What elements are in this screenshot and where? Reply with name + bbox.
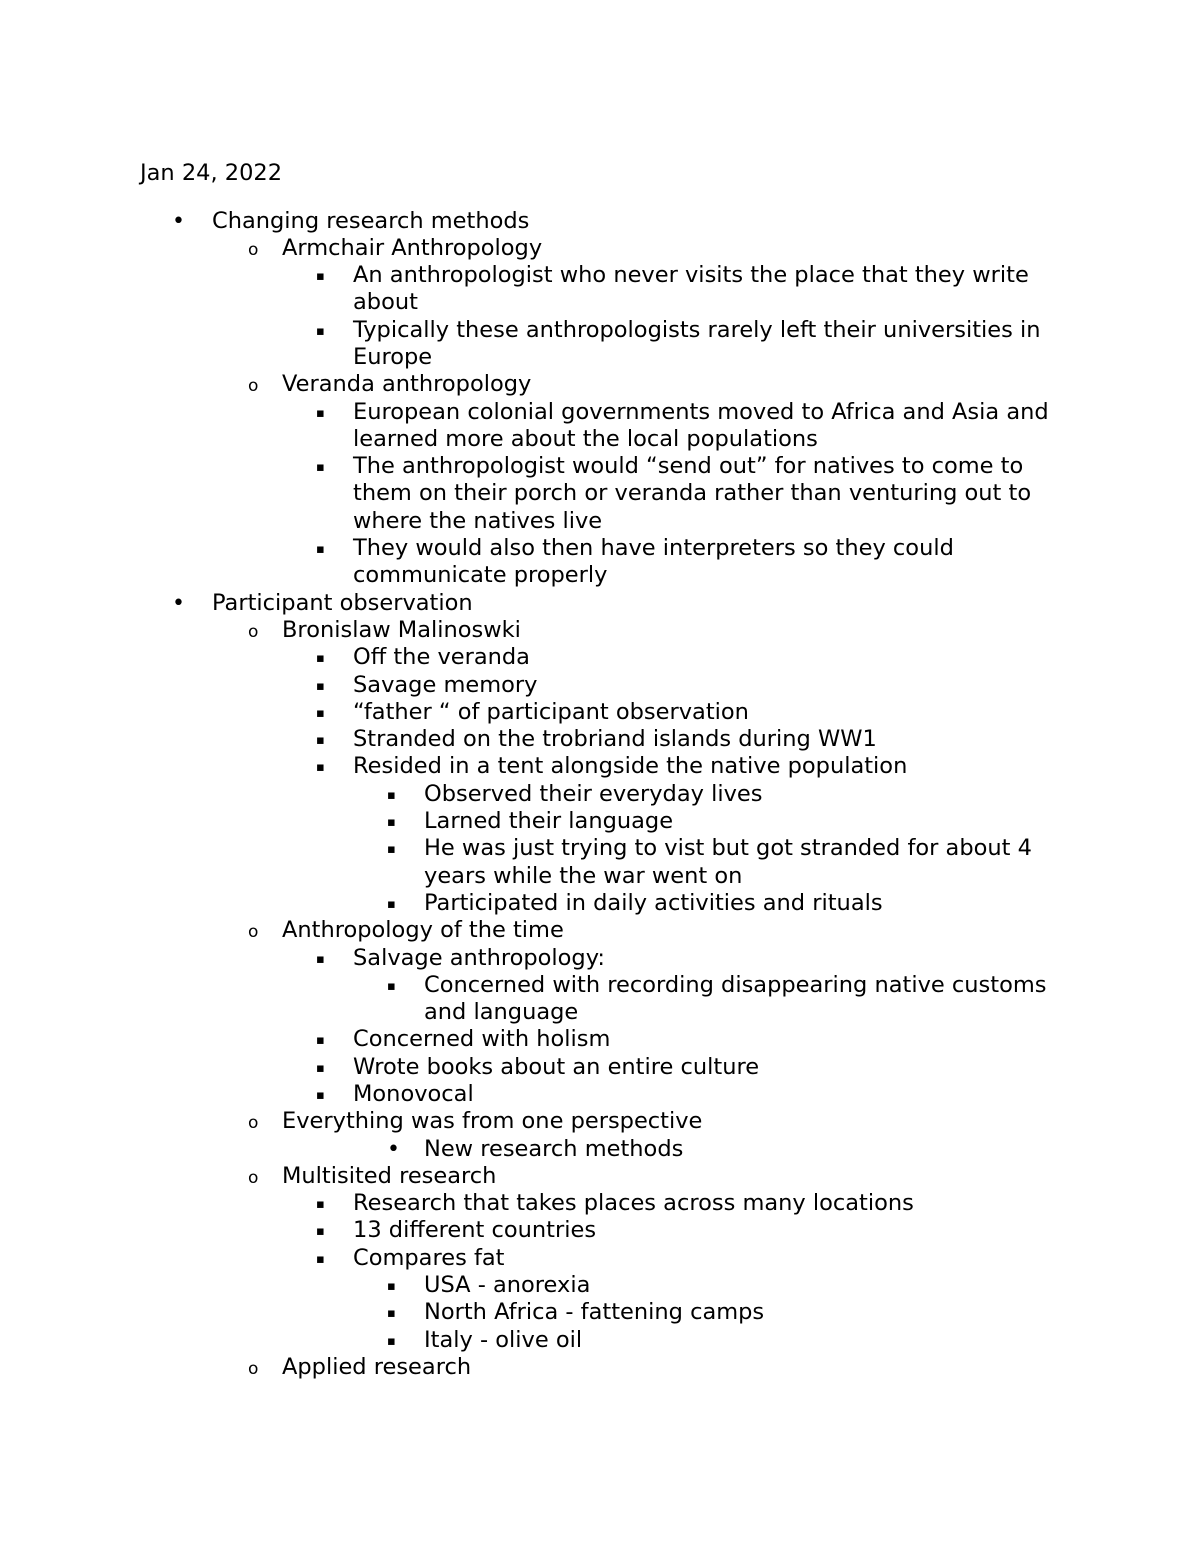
square-bullet-icon: ▪: [316, 760, 325, 776]
outline-item: [0, 1272, 1064, 1299]
outline-item: [0, 726, 1063, 753]
outline-item: [0, 699, 1063, 726]
outline-text: Armchair Anthropology: [282, 234, 543, 261]
outline-text: Multisited research: [282, 1162, 497, 1189]
circle-bullet-icon: o: [248, 621, 259, 642]
outline-text: Everything was from one perspective: [282, 1108, 703, 1135]
outline-item: [0, 535, 1063, 590]
bullet-icon: •: [387, 1136, 400, 1162]
outline-item: [0, 835, 1064, 890]
square-bullet-icon: ▪: [316, 1033, 325, 1049]
outline-text: He was just trying to vist but got stranded for about 4 years while the war went on: [424, 835, 1032, 889]
outline-item: [0, 808, 1064, 835]
outline-item: [0, 753, 1063, 780]
outline-item: [0, 1354, 1062, 1381]
outline-text: Anthropology of the time: [282, 917, 564, 944]
outline-text: Stranded on the trobriand islands during WW1: [353, 726, 877, 753]
circle-bullet-icon: o: [248, 1113, 259, 1134]
square-bullet-icon: ▪: [316, 705, 325, 721]
outline-text: Research that takes places across many locations: [353, 1190, 914, 1217]
circle-bullet-icon: o: [248, 1167, 259, 1188]
circle-bullet-icon: o: [248, 922, 259, 943]
square-bullet-icon: ▪: [387, 815, 396, 831]
outline-text: New research methods: [424, 1135, 684, 1162]
outline-text: They would also then have interpreters so they could communicate properly: [353, 535, 954, 589]
outline-item: [0, 890, 1064, 917]
outline-text: Concerned with holism: [353, 1026, 611, 1053]
outline-text: Applied research: [282, 1353, 472, 1380]
outline-text: 13 different countries: [353, 1217, 597, 1244]
outline-item: [0, 1190, 1063, 1217]
notes-outline: [0, 208, 1200, 1382]
square-bullet-icon: ▪: [316, 733, 325, 749]
outline-text: An anthropologist who never visits the place that they write about: [353, 262, 1029, 316]
outline-item: [0, 1054, 1063, 1081]
outline-text: Observed their everyday lives: [424, 780, 763, 807]
outline-item: [0, 1299, 1064, 1326]
square-bullet-icon: ▪: [387, 842, 396, 858]
square-bullet-icon: ▪: [316, 1088, 325, 1103]
outline-text: USA - anorexia: [424, 1272, 591, 1299]
outline-text: Wrote books about an entire culture: [353, 1053, 760, 1080]
bullet-icon: •: [172, 208, 185, 234]
outline-text: Compares fat: [353, 1244, 505, 1271]
outline-text: Changing research methods: [212, 207, 530, 234]
circle-bullet-icon: o: [248, 376, 259, 397]
outline-item: [0, 262, 1063, 317]
outline-item: [0, 1136, 1064, 1163]
square-bullet-icon: ▪: [316, 269, 325, 285]
outline-text: Participant observation: [212, 589, 473, 616]
outline-text: Typically these anthropologists rarely left their universities in Europe: [353, 316, 1041, 370]
outline-text: European colonial governments moved to Africa and Asia and learned more about the local populations: [353, 398, 1049, 452]
bullet-icon: •: [172, 590, 185, 616]
outline-item: [0, 781, 1064, 808]
outline-item: [0, 317, 1063, 372]
outline-text: Monovocal: [353, 1081, 474, 1107]
square-bullet-icon: ▪: [316, 405, 325, 421]
square-bullet-icon: ▪: [387, 1333, 396, 1349]
outline-item: [0, 945, 1063, 972]
outline-text: North Africa - fattening camps: [424, 1299, 765, 1326]
outline-item: [0, 371, 1062, 398]
square-bullet-icon: ▪: [316, 1197, 325, 1213]
outline-item: [0, 1163, 1062, 1190]
square-bullet-icon: ▪: [387, 1306, 396, 1322]
square-bullet-icon: ▪: [316, 1060, 325, 1076]
square-bullet-icon: ▪: [316, 651, 325, 667]
square-bullet-icon: ▪: [387, 787, 396, 803]
square-bullet-icon: ▪: [316, 1224, 325, 1240]
outline-text: The anthropologist would “send out” for natives to come to them on their porch or veranda rather than venturing out to where the natives live: [353, 453, 1032, 534]
outline-item: [0, 617, 1062, 644]
outline-item: [0, 1217, 1063, 1244]
outline-text: Off the veranda: [353, 644, 530, 671]
square-bullet-icon: ▪: [387, 1279, 396, 1295]
square-bullet-icon: ▪: [316, 1251, 325, 1267]
outline-text: Salvage anthropology:: [353, 944, 605, 971]
outline-item: [0, 672, 1063, 699]
square-bullet-icon: ▪: [387, 896, 396, 912]
outline-text: Veranda anthropology: [282, 371, 532, 398]
outline-text: Bronislaw Malinoswki: [282, 616, 521, 643]
circle-bullet-icon: o: [248, 1358, 259, 1379]
outline-item: [0, 235, 1062, 262]
square-bullet-icon: ▪: [316, 951, 325, 967]
outline-text: Larned their language: [424, 808, 674, 835]
outline-text: Italy - olive oil: [424, 1326, 583, 1353]
note-date: Jan 24, 2022: [140, 160, 283, 186]
circle-bullet-icon: o: [248, 239, 259, 260]
outline-item: [0, 1108, 1062, 1135]
outline-item: [0, 590, 1062, 617]
outline-item: [0, 1026, 1063, 1053]
square-bullet-icon: ▪: [387, 978, 396, 994]
outline-item: [0, 1081, 1063, 1108]
outline-item: [0, 644, 1063, 671]
outline-item: [0, 1327, 1064, 1354]
square-bullet-icon: ▪: [316, 323, 325, 339]
outline-text: Participated in daily activities and rituals: [424, 889, 883, 916]
outline-text: Concerned with recording disappearing native customs and language: [424, 971, 1047, 1026]
outline-item: [0, 453, 1063, 535]
square-bullet-icon: ▪: [316, 460, 325, 476]
outline-text: Resided in a tent alongside the native population: [353, 753, 908, 780]
outline-text: “father “ of participant observation: [353, 698, 749, 725]
outline-item: [0, 208, 1062, 235]
outline-item: [0, 917, 1062, 944]
outline-text: Savage memory: [353, 671, 538, 698]
outline-item: [0, 972, 1064, 1027]
square-bullet-icon: ▪: [316, 678, 325, 694]
outline-item: [0, 1245, 1063, 1272]
outline-item: [0, 399, 1063, 454]
square-bullet-icon: ▪: [316, 542, 325, 558]
